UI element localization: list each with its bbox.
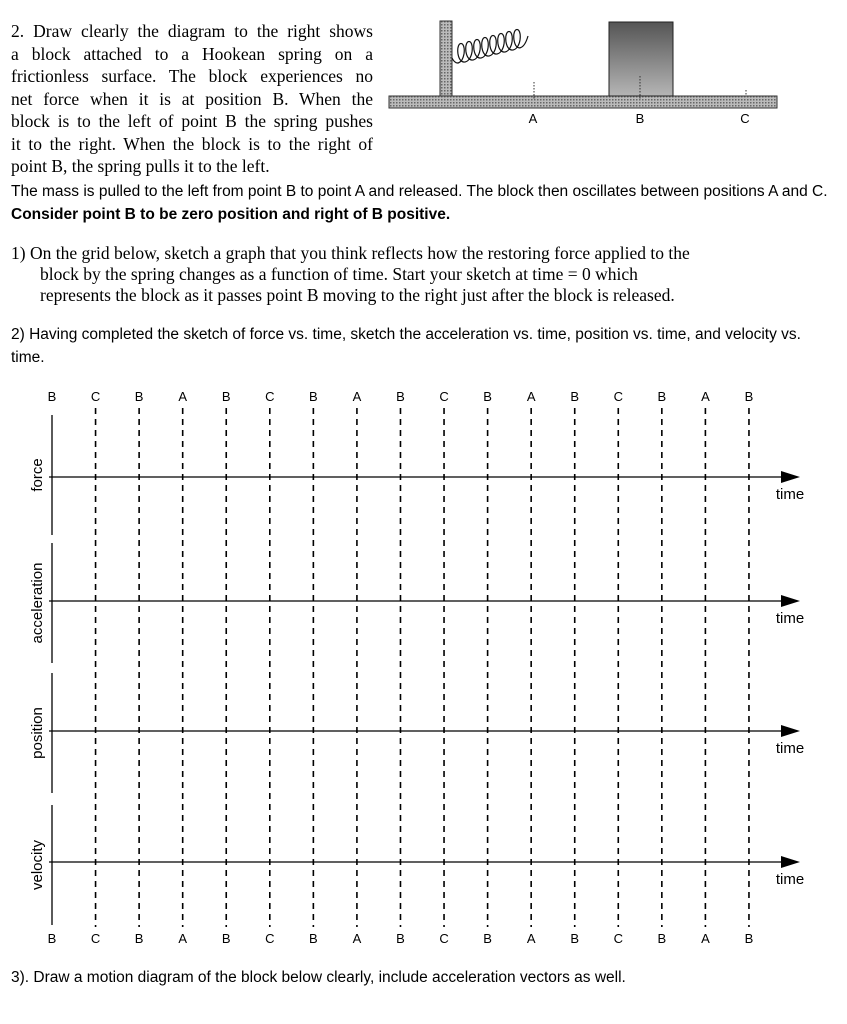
- question-1: [11, 243, 841, 306]
- column-label-top: C: [613, 389, 623, 404]
- column-label-top: A: [701, 389, 710, 404]
- column-label-top: B: [657, 389, 667, 404]
- column-label-top: B: [221, 389, 231, 404]
- arrow-icon: [781, 595, 800, 607]
- column-label-top: B: [47, 389, 57, 404]
- column-label-bottom: B: [47, 931, 57, 946]
- column-label-top: A: [526, 389, 536, 404]
- intro-line: net force when it is at position B. When the: [11, 88, 373, 109]
- column-label-bottom: A: [178, 931, 188, 946]
- column-label-top: C: [90, 389, 101, 404]
- column-label-top: C: [265, 389, 275, 404]
- diagram-label-a: A: [528, 111, 538, 126]
- column-label-top: B: [396, 389, 405, 404]
- column-label-bottom: B: [309, 931, 318, 946]
- q1-line: block by the spring changes as a function of time. Start your sketch at time = 0 which: [40, 264, 638, 284]
- column-label-bottom: B: [221, 931, 231, 946]
- column-label-top: B: [483, 389, 492, 404]
- arrow-icon: [781, 471, 800, 483]
- intro-line: point B, the spring pulls it to the left.: [11, 156, 270, 176]
- column-label-top: A: [178, 389, 188, 404]
- column-label-bottom: A: [352, 931, 362, 946]
- column-label-bottom: B: [744, 931, 754, 946]
- floor: [389, 96, 777, 108]
- question-3: 3). Draw a motion diagram of the block below clearly, include acceleration vectors as well.: [11, 969, 626, 986]
- column-label-top: B: [570, 389, 580, 404]
- q1-line: represents the block as it passes point B moving to the right just after the block is released.: [40, 285, 675, 305]
- setup-bold-sentence: Consider point B to be zero position and right of B positive.: [11, 206, 451, 223]
- intro-line: it to the right. When the block is to the right of: [11, 133, 373, 154]
- intro-line: 2. Draw clearly the diagram to the right shows: [11, 21, 373, 41]
- spring: [452, 30, 528, 63]
- column-label-top: B: [134, 389, 144, 404]
- column-label-top: B: [309, 389, 318, 404]
- column-label-top: C: [439, 389, 449, 404]
- time-label: time: [775, 610, 805, 627]
- diagram-label-c: C: [740, 111, 750, 126]
- column-label-bottom: C: [439, 931, 449, 946]
- column-label-bottom: C: [613, 931, 623, 946]
- block: [609, 22, 673, 96]
- intro-line: block is to the left of point B the spring pushes: [11, 111, 373, 131]
- time-label: time: [775, 486, 805, 503]
- column-label-bottom: B: [570, 931, 580, 946]
- q1-line: 1) On the grid below, sketch a graph that you think reflects how the restoring force applied to the: [11, 243, 690, 263]
- column-label-top: B: [744, 389, 754, 404]
- column-label-bottom: A: [701, 931, 710, 946]
- column-label-bottom: B: [483, 931, 492, 946]
- wall: [440, 21, 452, 96]
- spring-block-diagram: [0, 0, 847, 140]
- column-label-bottom: B: [396, 931, 405, 946]
- column-label-bottom: C: [265, 931, 275, 946]
- column-label-bottom: A: [526, 931, 536, 946]
- y-axis-label: force: [29, 458, 46, 492]
- column-label-bottom: B: [657, 931, 667, 946]
- graph-grid: [0, 380, 847, 960]
- intro-line: frictionless surface. The block experiences no: [11, 66, 373, 86]
- y-axis-label: velocity: [29, 839, 46, 891]
- y-axis-label: acceleration: [29, 562, 46, 644]
- intro-line: a block attached to a Hookean spring on a: [11, 43, 373, 64]
- arrow-icon: [781, 725, 800, 737]
- arrow-icon: [781, 856, 800, 868]
- setup-sentence: The mass is pulled to the left from point B to point A and released. The block then oscillates between positions A and C.: [11, 183, 828, 200]
- time-label: time: [775, 740, 805, 757]
- diagram-label-b: B: [635, 111, 645, 126]
- column-label-bottom: C: [90, 931, 101, 946]
- question-2: 2) Having completed the sketch of force vs. time, sketch the acceleration vs. time, position vs. time, and velocity vs. time.: [11, 326, 801, 366]
- time-label: time: [775, 871, 805, 888]
- column-label-bottom: B: [134, 931, 144, 946]
- setup-text: [11, 180, 841, 226]
- column-label-top: A: [352, 389, 362, 404]
- y-axis-label: position: [29, 707, 46, 759]
